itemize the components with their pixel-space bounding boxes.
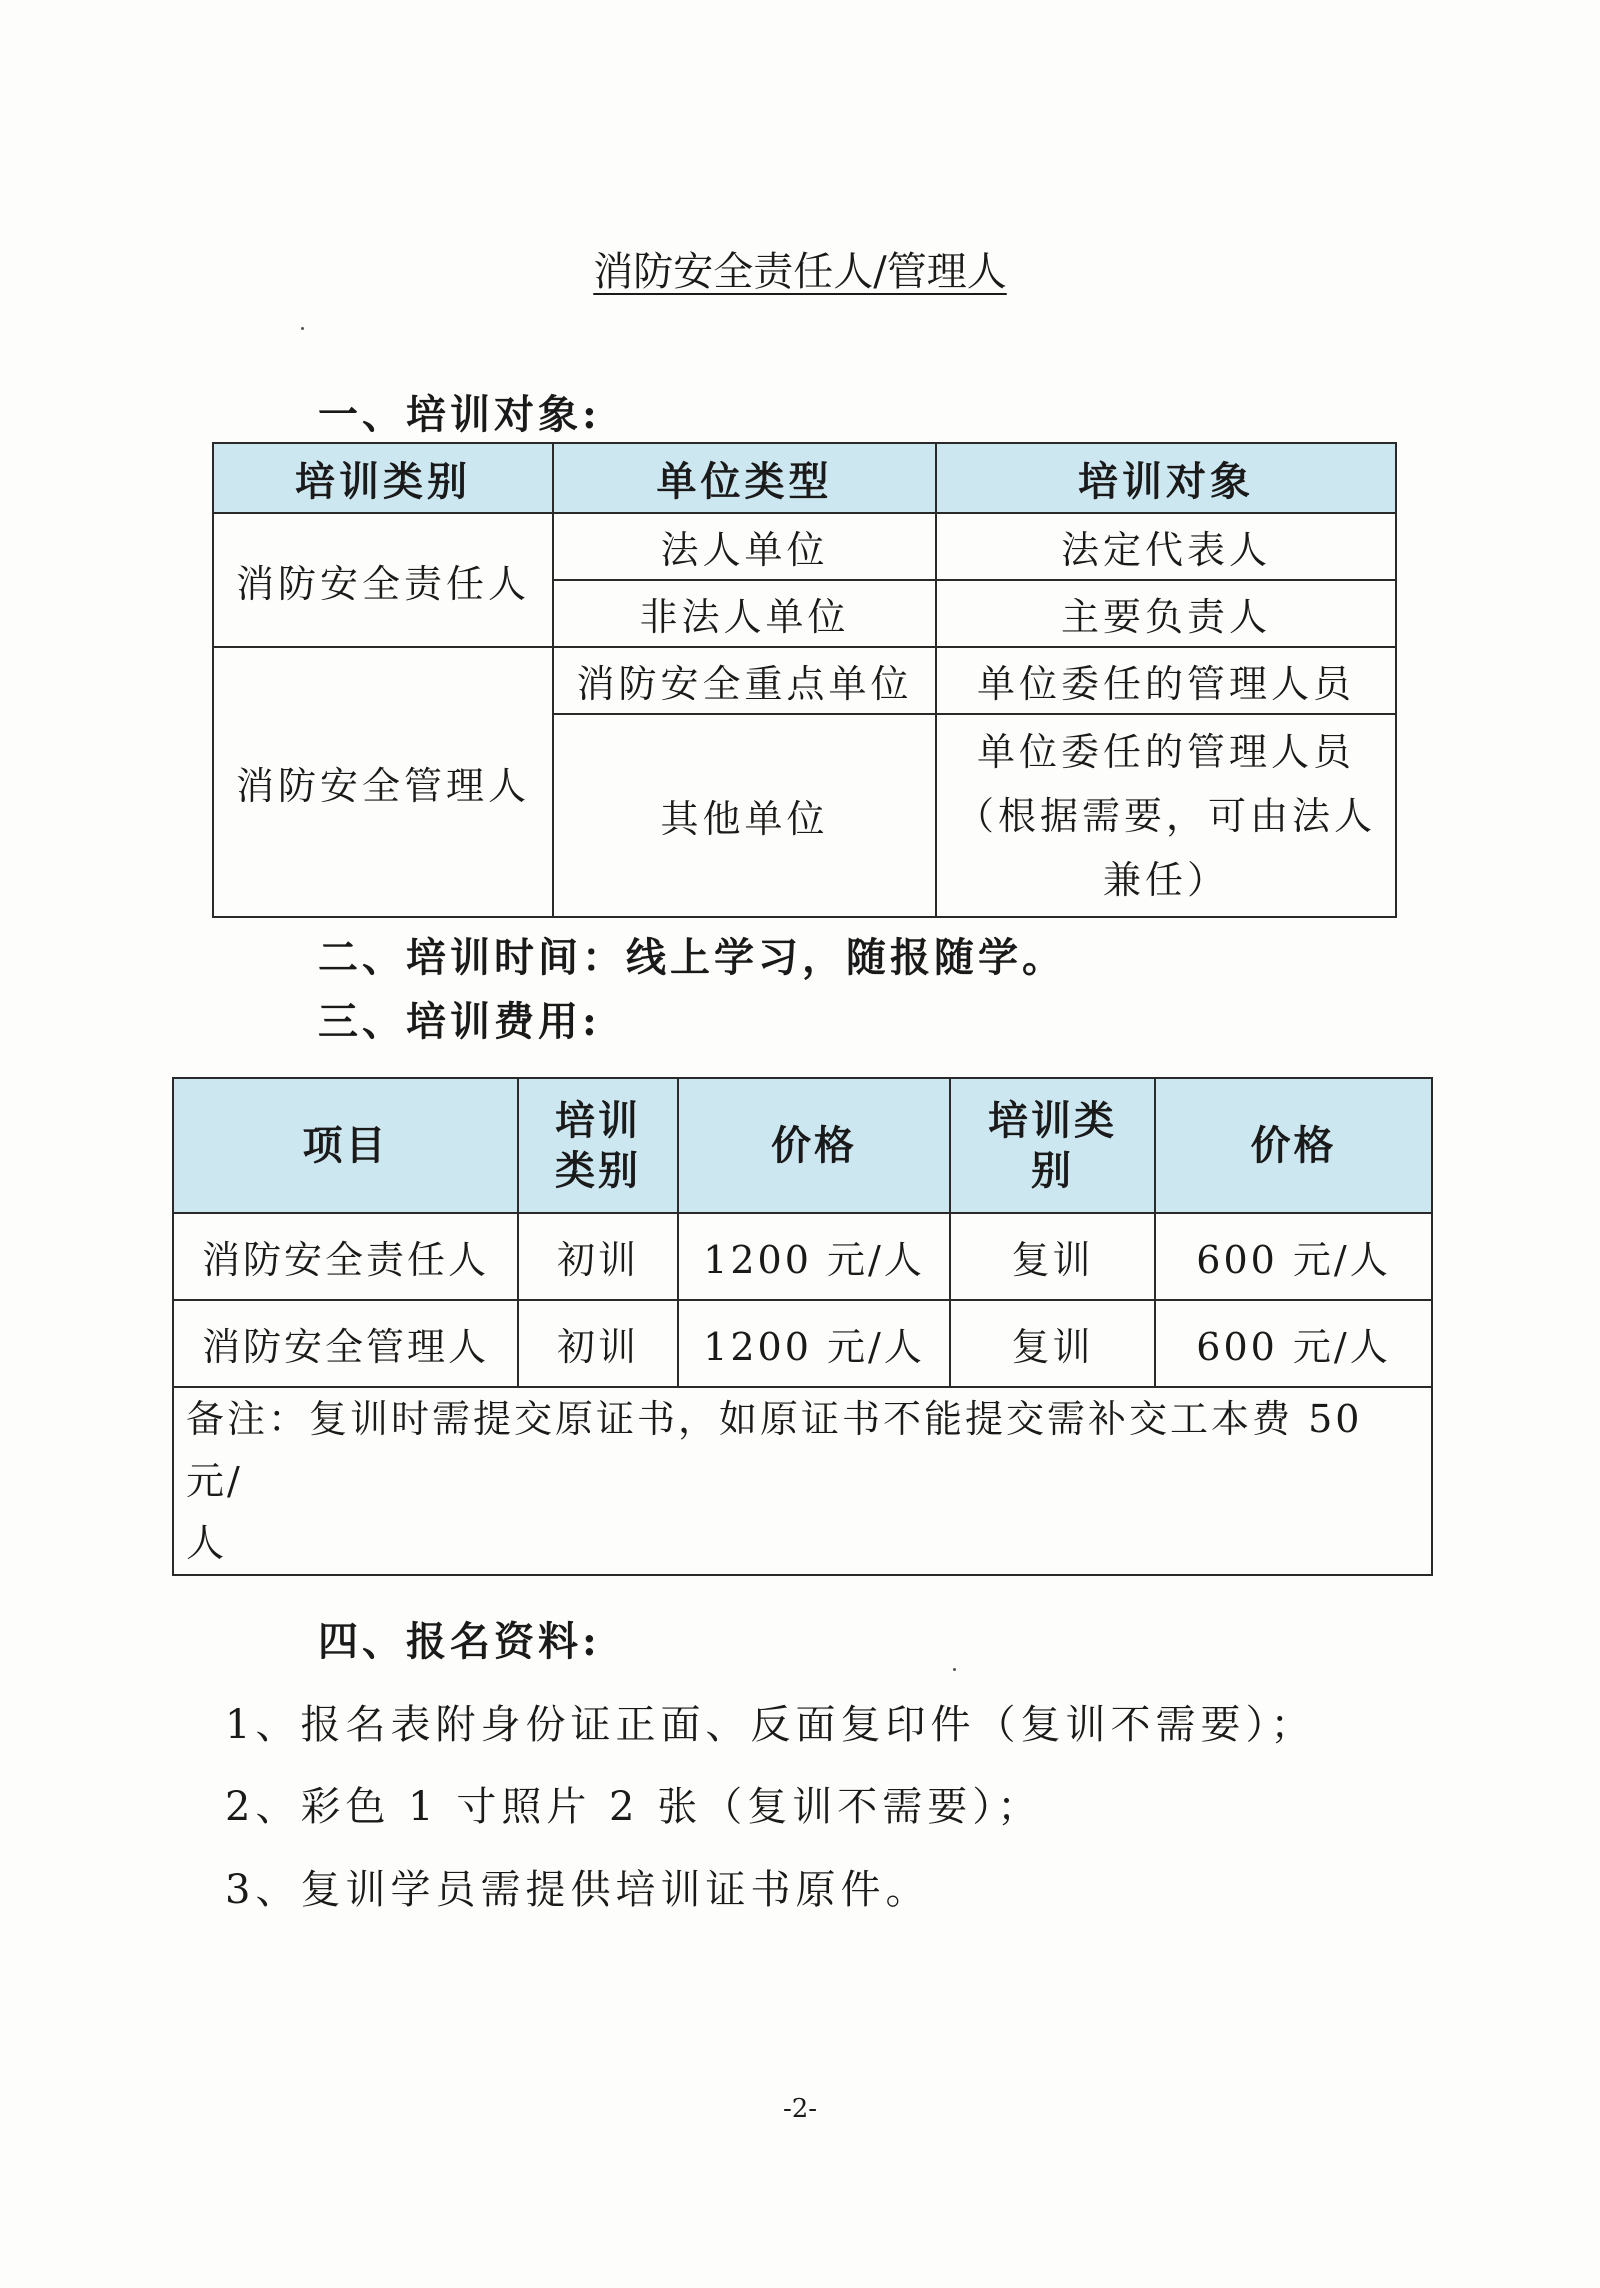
table-row — [213, 513, 1396, 580]
target-line: 兼任） — [1102, 857, 1229, 902]
type-cell: 复训 — [950, 1213, 1155, 1300]
note-line: 备注：复训时需提交原证书，如原证书不能提交需补交工本费 50 元/ — [186, 1397, 1363, 1503]
header-cell: 培训对象 — [936, 443, 1396, 513]
item-cell: 消防安全管理人 — [173, 1300, 518, 1387]
table-row — [213, 647, 1396, 714]
item-cell: 消防安全责任人 — [173, 1213, 518, 1300]
list-item: 1、报名表附身份证正面、反面复印件（复训不需要）； — [225, 1702, 1316, 1748]
list-item: 3、复训学员需提供培训证书原件。 — [225, 1867, 931, 1913]
training-fees-table — [172, 1077, 1433, 1576]
list-item: 2、彩色 1 寸照片 2 张（复训不需要）； — [225, 1784, 1043, 1830]
target-line: 单位委任的管理人员 — [976, 729, 1355, 774]
header-cell: 价格 — [1155, 1078, 1432, 1213]
header-cell: 项目 — [173, 1078, 518, 1213]
header-line: 别 — [1031, 1146, 1074, 1194]
header-cell: 单位类型 — [553, 443, 936, 513]
table-header-row — [213, 443, 1396, 513]
table-header-row — [173, 1078, 1432, 1213]
section-heading-training-fees: 三、培训费用: — [318, 998, 601, 1045]
unit-type-cell: 其他单位 — [553, 714, 936, 917]
category-cell: 消防安全管理人 — [213, 647, 553, 917]
table-row — [173, 1300, 1432, 1387]
header-cell: 价格 — [678, 1078, 950, 1213]
header-line: 类别 — [555, 1146, 641, 1194]
header-cell: 培训类别 — [213, 443, 553, 513]
scan-speck — [953, 1668, 956, 1671]
table-row — [173, 1213, 1432, 1300]
section-heading-training-time: 二、培训时间：线上学习，随报随学。 — [318, 934, 1066, 981]
unit-type-cell: 非法人单位 — [553, 580, 936, 647]
type-cell: 初训 — [518, 1300, 678, 1387]
target-cell: 法定代表人 — [936, 513, 1396, 580]
target-cell: 单位委任的管理人员 — [936, 647, 1396, 714]
table-note-row — [173, 1387, 1432, 1575]
price-cell: 1200 元/人 — [678, 1213, 950, 1300]
header-line: 培训 — [555, 1096, 641, 1144]
scan-speck — [301, 327, 304, 330]
note-cell — [173, 1387, 1432, 1575]
unit-type-cell: 消防安全重点单位 — [553, 647, 936, 714]
target-cell: 主要负责人 — [936, 580, 1396, 647]
type-cell: 复训 — [950, 1300, 1155, 1387]
category-cell: 消防安全责任人 — [213, 513, 553, 647]
training-targets-table — [212, 442, 1397, 918]
price-cell: 600 元/人 — [1155, 1213, 1432, 1300]
type-cell: 初训 — [518, 1213, 678, 1300]
note-line: 人 — [186, 1521, 228, 1565]
header-cell — [518, 1078, 678, 1213]
target-cell — [936, 714, 1396, 917]
header-line: 培训类 — [988, 1096, 1117, 1144]
target-line: （根据需要，可由法人 — [955, 793, 1376, 838]
header-cell — [950, 1078, 1155, 1213]
price-cell: 600 元/人 — [1155, 1300, 1432, 1387]
section-heading-registration-materials: 四、报名资料: — [318, 1618, 601, 1665]
page-number: -2- — [782, 2094, 818, 2124]
unit-type-cell: 法人单位 — [553, 513, 936, 580]
document-title: 消防安全责任人/管理人 — [593, 249, 1007, 295]
price-cell: 1200 元/人 — [678, 1300, 950, 1387]
section-heading-training-targets: 一、培训对象: — [318, 391, 601, 438]
